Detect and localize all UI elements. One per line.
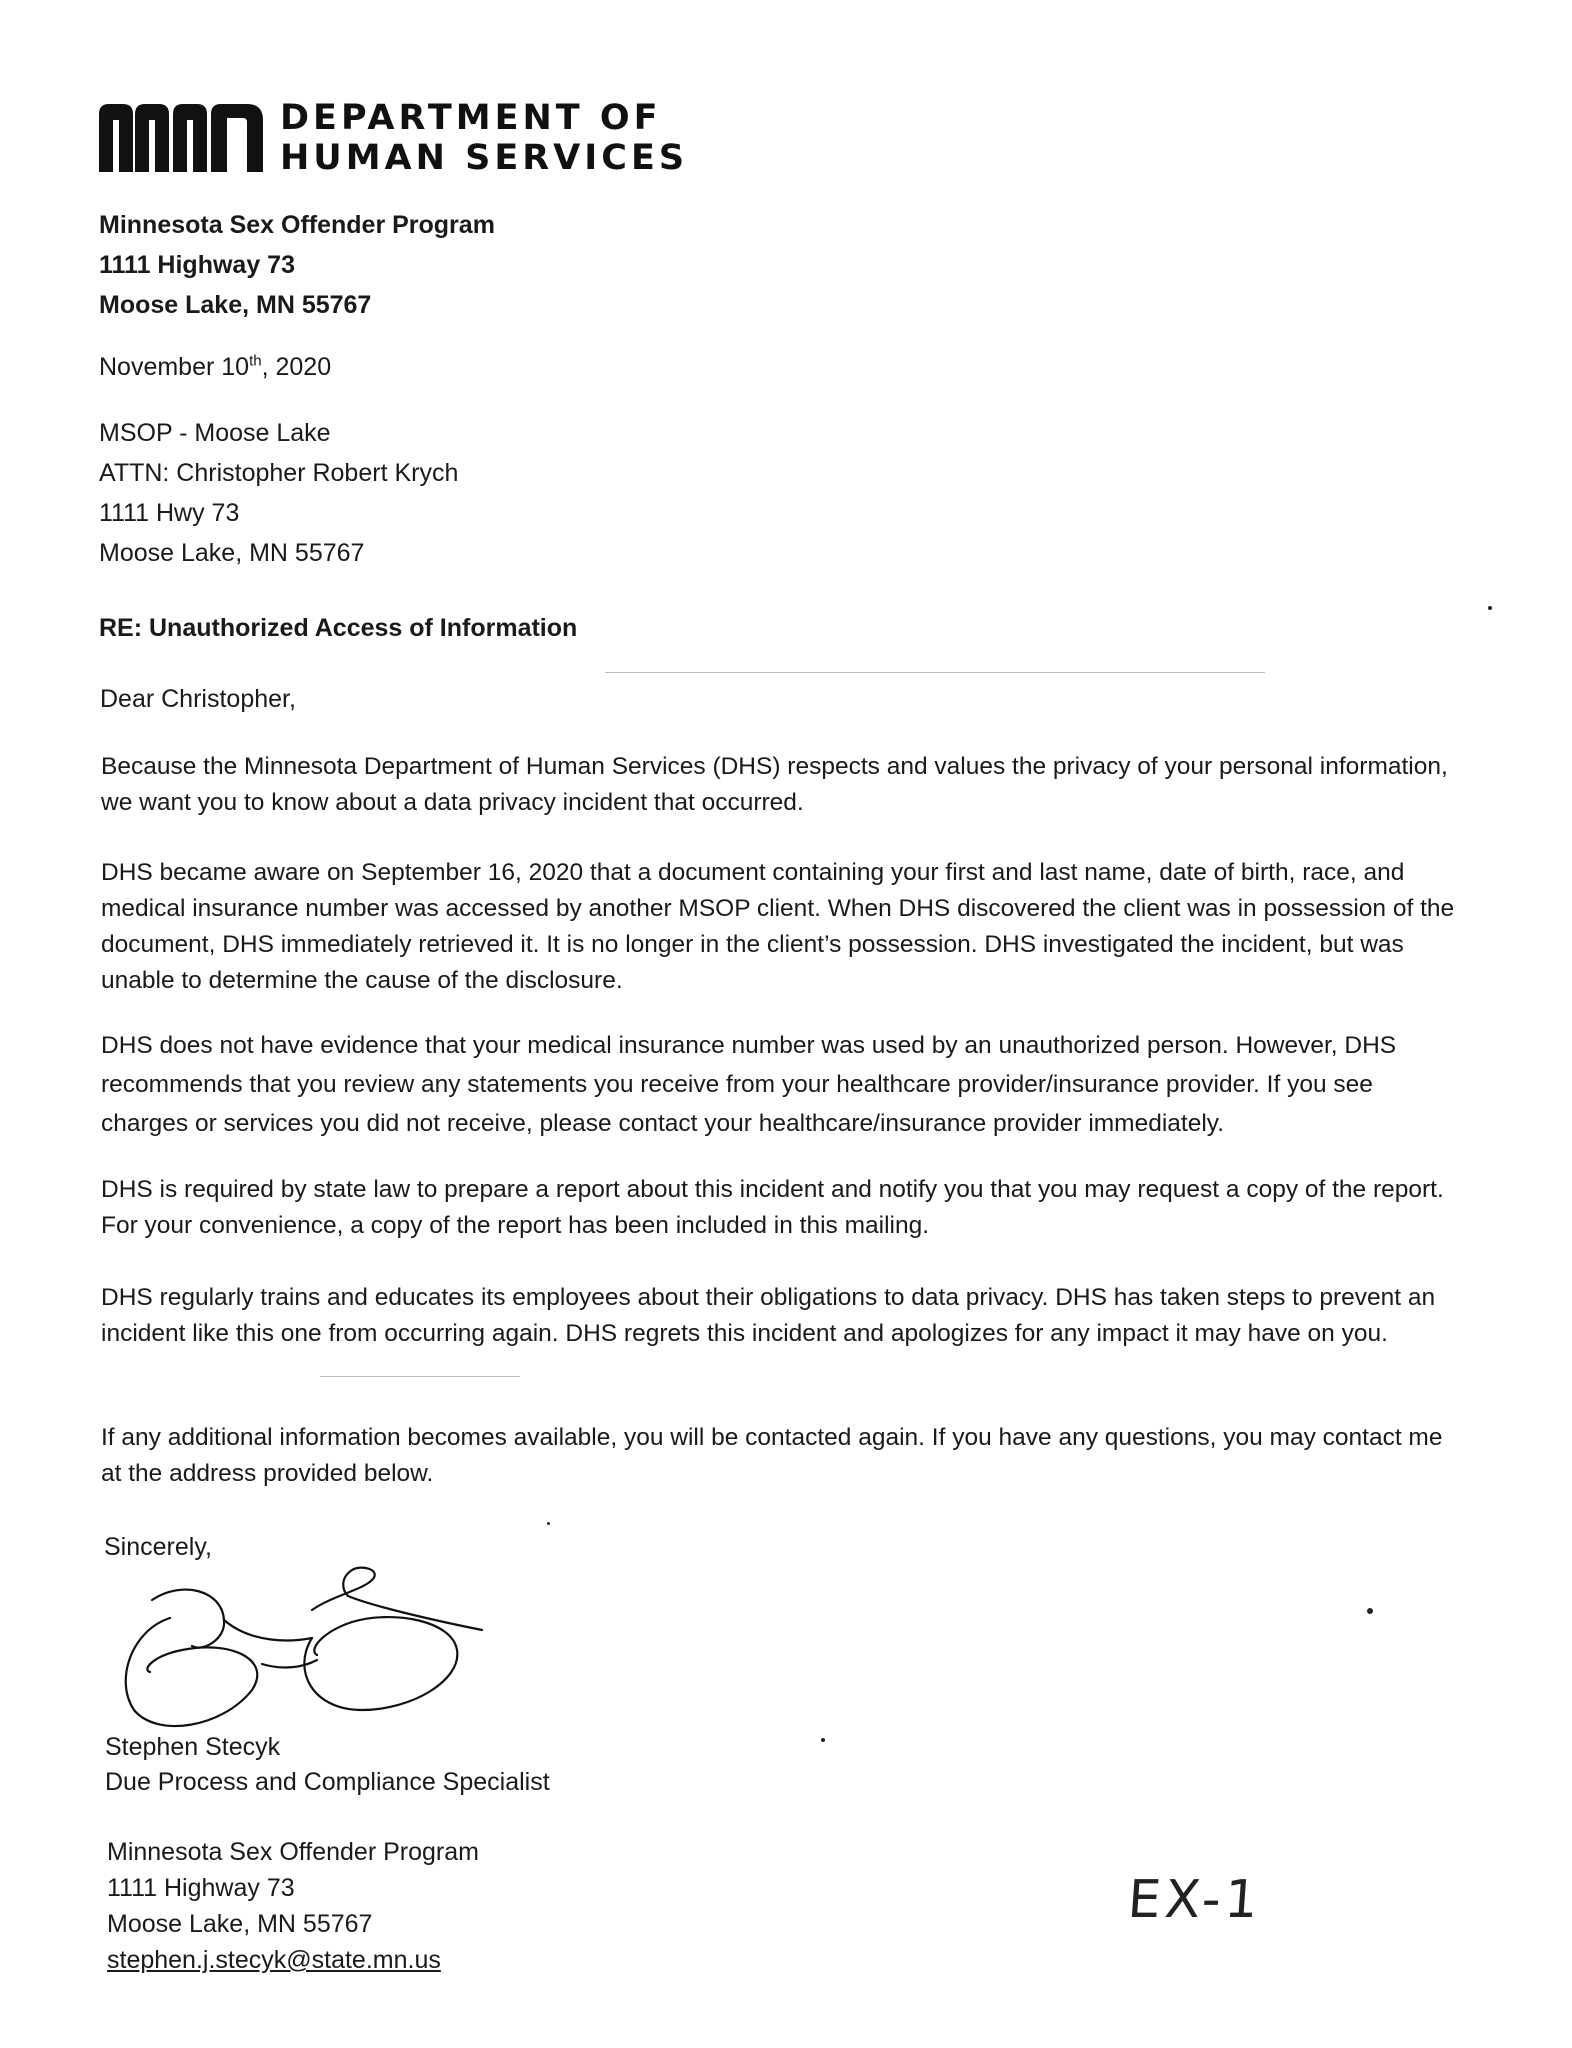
body-paragraph-3: DHS does not have evidence that your medical insurance number was used by an unauthorized person. However, DHS recommends that you review any statements you receive from your healthcare provider/insurance provider. If you see charges or services you did not receive, please contact your healthcare/insurance provider immediately.: [101, 1032, 1397, 1137]
department-line-2: HUMAN SERVICES: [280, 138, 689, 178]
department-name: [280, 98, 688, 178]
handwritten-signature: [112, 1560, 492, 1730]
footer-address-line-1: Minnesota Sex Offender Program: [107, 1838, 479, 1866]
scan-speck: [821, 1738, 825, 1742]
contact-email-link[interactable]: stephen.j.stecyk@state.mn.us: [107, 1946, 441, 1974]
mn-logo-graphic: [97, 100, 267, 174]
scan-speck: [1488, 606, 1492, 610]
body-paragraph-2: DHS became aware on September 16, 2020 that a document containing your first and last name, date of birth, race, and medical insurance number was accessed by another MSOP client. When DHS discovered the client was in possession of the document, DHS immediately retrieved it. It is no longer in the client’s possession. DHS investigated the incident, but was unable to determine the cause of the disclosure.: [101, 859, 1455, 994]
scan-speck: [547, 1522, 550, 1525]
sender-line-1: Minnesota Sex Offender Program: [99, 211, 495, 239]
contact-email[interactable]: [107, 1940, 441, 1980]
body-paragraph-6: If any additional information becomes available, you will be contacted again. If you have any questions, you may contact me at the address provided below.: [101, 1424, 1443, 1487]
signer-name: Stephen Stecyk: [105, 1733, 281, 1761]
scan-speck: [1367, 1608, 1373, 1614]
body-paragraph-4: DHS is required by state law to prepare a report about this incident and notify you that you may request a copy of the report. For your convenience, a copy of the report has been included in this mailing.: [101, 1176, 1444, 1239]
date-suffix: th: [249, 352, 262, 370]
date-month-day: November 10: [99, 353, 250, 381]
letter-date: [99, 347, 331, 387]
sender-line-3: Moose Lake, MN 55767: [99, 291, 372, 319]
scan-streak: [320, 1376, 520, 1377]
recipient-line-2: ATTN: Christopher Robert Krych: [99, 459, 459, 487]
footer-address-line-2: 1111 Highway 73: [107, 1874, 295, 1902]
mn-logo: [97, 100, 267, 174]
subject-line: RE: Unauthorized Access of Information: [99, 614, 578, 642]
recipient-line-3: 1111 Hwy 73: [99, 499, 240, 527]
closing: Sincerely,: [104, 1533, 212, 1561]
body-paragraph-1: Because the Minnesota Department of Human Services (DHS) respects and values the privacy of your personal information, we want you to know about a data privacy incident that occurred.: [101, 753, 1448, 816]
signer-title: Due Process and Compliance Specialist: [105, 1768, 550, 1796]
body-paragraph-5: DHS regularly trains and educates its employees about their obligations to data privacy. DHS has taken steps to prevent an incident like this one from occurring again. DHS regrets this incident and apologizes for any impact it may have on you.: [101, 1284, 1436, 1347]
recipient-line-4: Moose Lake, MN 55767: [99, 539, 365, 567]
department-line-1: DEPARTMENT OF: [280, 98, 662, 138]
exhibit-mark: EX-1: [1125, 1870, 1264, 1930]
salutation: Dear Christopher,: [100, 685, 296, 713]
date-year: , 2020: [261, 353, 332, 381]
footer-address-line-3: Moose Lake, MN 55767: [107, 1910, 373, 1938]
recipient-line-1: MSOP - Moose Lake: [99, 419, 331, 447]
sender-line-2: 1111 Highway 73: [99, 251, 295, 279]
scan-streak: [605, 672, 1265, 673]
